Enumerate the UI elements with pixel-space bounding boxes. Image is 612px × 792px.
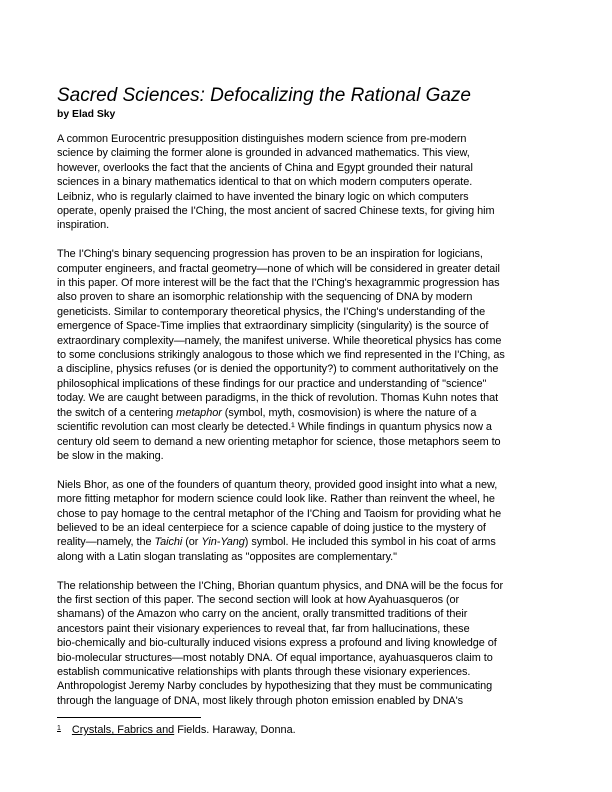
- paragraph-1: A common Eurocentric presupposition distinguishes modern science from pre-modern science by claiming the former alone is grounded in advanced mathematics. This view, however, overlooks the fact that the ancients of China and Egypt grounded their natural sciences in a binary mathematics identical to that on which modern computers operate. Leibniz, who is regularly claimed to have invented the binary logic on which computers operate, openly praised the I'Ching, the most ancient of sacred Chinese texts, for giving him inspiration.: [57, 133, 495, 232]
- article-title: Sacred Sciences: Defocalizing the Rational Gaze: [57, 85, 472, 106]
- paragraph-4: The relationship between the I'Ching, Bhorian quantum physics, and DNA will be the focus for the first section of this paper. The second section will look at how Ayahuasqueros (or shamans) of the Amazon who carry on the ancient, orally transmitted traditions of their ancestors paint their visionary experiences to reveal that, far from hallucinations, these bio-chemically and bio-culturally induced visions express a profound and living knowledge of bio-molecular structures—most notably DNA. Of equal importance, ayahuasqueros claim to establish communicative relationships with plants through these visionary experiences. Anthropologist Jeremy Narby concludes by hypothesizing that they must be communicating through the language of DNA, most likely through photon emission enabled by DNA's: [57, 579, 504, 707]
- paragraph-3: Niels Bhor, as one of the founders of quantum theory, provided good insight into what a new, more fitting metaphor for modern science could look like. Rather than reinvent the wheel, he chose to pay homage to the central metaphor of the I'Ching and Taoism for providing what he believed to be an ideal centerpiece for a science capable of doing justice to the mystery of reality—namely, the Taichi (or Yin-Yang) symbol. He included this symbol in his coat of arms along with a Latin slogan translating as "opposites are complementary.": [57, 478, 502, 563]
- footnote-marker: 1: [57, 725, 61, 732]
- paragraph-2: The I'Ching's binary sequencing progression has proven to be an inspiration for logicians, computer engineers, and fractal geometry—none of which will be considered in greater detail in this paper. Of more interest will be the fact that the I'Ching's hexagrammic progression has also proven to share an isomorphic relationship with the sequencing of DNA by modern geneticists. Similar to contemporary theoretical physics, the I'Ching's understanding of the emergence of Space-Time implies that extraordinary simplicity (singularity) is the source of extraordinary complexity—namely, the manifest universe. While theoretical physics has come to some conclusions strikingly analogous to those which we find represented in the I'Ching, as a discipline, physics refuses (or is denied the opportunity?) to comment authoritatively on the philosophical implications of these findings for our practice and understanding of "science" today. We are caught between paradigms, in the thick of revolution. Thomas Kuhn notes that the switch of a centering metaphor (symbol, myth, cosmovision) is where the nature of a scientific revolution can most clearly be detected.¹ While findings in quantum physics now a century old seem to demand a new orienting metaphor for science, those metaphors seem to be slow in the making.: [57, 248, 505, 462]
- footnote-text: Fields. Haraway, Donna.: [174, 724, 296, 736]
- footnote-separator: [57, 717, 201, 718]
- footnote: [57, 722, 296, 737]
- author-byline: by Elad Sky: [57, 109, 116, 120]
- article-body: [57, 84, 557, 708]
- footnote-title-link[interactable]: Crystals, Fabrics and: [71, 724, 175, 736]
